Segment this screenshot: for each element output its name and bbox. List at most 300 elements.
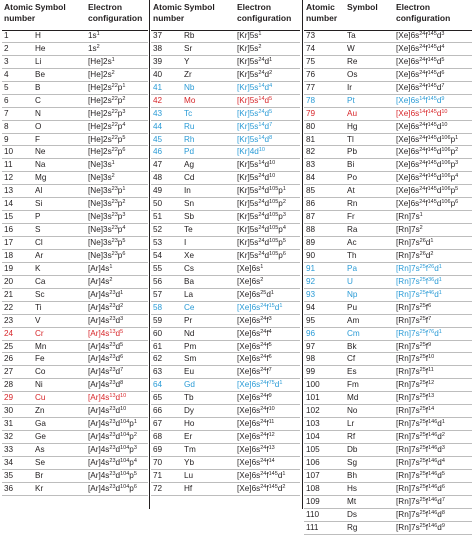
- symbol-cell: Sn: [184, 199, 195, 209]
- electron-configuration-cell: $[Rn]7s^{25}f^6$: [396, 302, 432, 312]
- table-row: [2, 483, 148, 496]
- atomic-number-cell: 73: [306, 31, 316, 40]
- atomic-number-cell: 105: [306, 445, 320, 454]
- symbol-cell: Bi: [347, 160, 355, 170]
- atomic-number-cell: 106: [306, 457, 320, 467]
- electron-configuration-cell: $[Xe]6s^{24}f^{10}$: [237, 406, 275, 416]
- atomic-number-cell: 78: [306, 95, 316, 105]
- symbol-cell: Pd: [184, 147, 195, 157]
- header-symbol: Symbol: [347, 2, 378, 12]
- electron-configuration-cell: $[Kr]5s^{24}d^{105}p^1$: [237, 186, 286, 196]
- table-row: [2, 30, 148, 43]
- table-row: [304, 237, 472, 250]
- atomic-number-cell: 52: [153, 225, 163, 235]
- table-row: [151, 121, 300, 134]
- symbol-cell: Cs: [184, 263, 195, 273]
- atomic-number-cell: 69: [153, 445, 163, 454]
- table-row: [2, 289, 148, 302]
- atomic-number-cell: 70: [153, 457, 163, 467]
- atomic-number-cell: 28: [4, 380, 14, 390]
- table-row: [2, 276, 148, 289]
- table-row: [151, 237, 300, 250]
- atomic-number-cell: 1: [4, 31, 9, 40]
- electron-configuration-cell: $[Xe]6s^{24}f^{145}d^{106}p^4$: [396, 173, 459, 183]
- table-rows: [2, 30, 148, 496]
- electron-configuration-cell: $[Rn]7s^{25}f^{146}d^3$: [396, 445, 445, 454]
- atomic-number-cell: 104: [306, 432, 320, 442]
- table-row: [151, 134, 300, 147]
- atomic-number-cell: 25: [4, 341, 14, 351]
- table-row: [304, 224, 472, 237]
- electron-configuration-cell: $[Xe]6s^{24}f^4$: [237, 328, 272, 338]
- atomic-number-cell: 9: [4, 134, 9, 144]
- symbol-cell: Sg: [347, 457, 358, 467]
- electron-configuration-cell: $[Xe]6s^{24}f^9$: [237, 393, 272, 403]
- table-row: [2, 198, 148, 211]
- table-row: [304, 263, 472, 276]
- atomic-number-cell: 107: [306, 470, 320, 480]
- electron-configuration-cell: $[Xe]6s^{24}f^7$: [237, 367, 272, 377]
- electron-configuration-cell: $[Kr]5s^{14}d^5$: [237, 95, 273, 105]
- symbol-cell: I: [184, 238, 187, 247]
- symbol-cell: U: [347, 276, 353, 286]
- electron-configuration-cell: $1s^2$: [88, 43, 100, 53]
- column-divider: [302, 0, 303, 509]
- symbol-cell: Xe: [184, 250, 195, 260]
- symbol-cell: Cm: [347, 328, 360, 338]
- atomic-number-cell: 15: [4, 212, 14, 222]
- atomic-number-cell: 47: [153, 160, 163, 170]
- electron-configuration-cell: $[He]2s^{22}p^5$: [88, 134, 126, 144]
- electron-configuration-cell: $[Rn]7s^{25}f^{11}$: [396, 367, 434, 377]
- electron-configuration-cell: $[Kr]5s^{24}d^{105}p^3$: [237, 212, 286, 222]
- table-row: [304, 315, 472, 328]
- table-row: [151, 341, 300, 354]
- table-row: [304, 392, 472, 405]
- symbol-cell: Ga: [35, 419, 46, 429]
- symbol-cell: Br: [35, 470, 44, 480]
- symbol-cell: Fe: [35, 354, 45, 364]
- header-electron-configuration: Electron configuration: [237, 2, 292, 23]
- electron-configuration-cell: $[Kr]5s^{14}d^4$: [237, 82, 273, 92]
- symbol-cell: Sb: [184, 212, 195, 222]
- symbol-cell: Ho: [184, 419, 195, 429]
- electron-configuration-cell: $[Xe]6s^{24}f^{145}d^3$: [396, 31, 445, 40]
- atomic-number-cell: 81: [306, 134, 316, 144]
- atomic-number-cell: 88: [306, 225, 316, 235]
- electron-configuration-cell: $[Ar]4s^{23}d^{104}p^4$: [88, 457, 137, 467]
- table-row: [151, 82, 300, 95]
- atomic-number-cell: 53: [153, 238, 163, 247]
- atomic-number-cell: 16: [4, 225, 14, 235]
- symbol-cell: Sc: [35, 289, 45, 299]
- symbol-cell: Mo: [184, 95, 196, 105]
- header-electron-configuration: Electron configuration: [88, 2, 143, 23]
- table-row: [2, 237, 148, 250]
- electron-configuration-cell: $[He]2s^{22}p^6$: [88, 147, 126, 157]
- electron-configuration-cell: $[He]2s^{22}p^3$: [88, 108, 126, 118]
- electron-configuration-cell: $[Ar]4s^{13}d^{10}$: [88, 393, 127, 403]
- symbol-cell: Au: [347, 108, 358, 118]
- table-row: [2, 379, 148, 392]
- table-row: [2, 121, 148, 134]
- symbol-cell: He: [35, 43, 46, 53]
- electron-configuration-cell: $[Ar]4s^{23}d^3$: [88, 315, 124, 325]
- atomic-number-cell: 42: [153, 95, 163, 105]
- symbol-cell: Si: [35, 199, 43, 209]
- electron-configuration-cell: $[Ar]4s^{23}d^{104}p^3$: [88, 445, 137, 454]
- symbol-cell: Te: [184, 225, 193, 235]
- atomic-number-cell: 96: [306, 328, 316, 338]
- electron-configuration-cell: $[Rn]7s^{25}f^{76}d^1$: [396, 328, 442, 338]
- atomic-number-cell: 76: [306, 69, 316, 79]
- symbol-cell: Ti: [35, 302, 42, 312]
- table-row: [304, 366, 472, 379]
- table-row: [151, 211, 300, 224]
- electron-configuration-cell: $[Rn]7s^{25}f^{146}d^5$: [396, 470, 445, 480]
- atomic-number-cell: 13: [4, 186, 14, 196]
- symbol-cell: Pa: [347, 263, 358, 273]
- table-row: [304, 444, 472, 457]
- table-column-1: [2, 0, 148, 509]
- symbol-cell: Lu: [184, 470, 194, 480]
- electron-configuration-cell: $[Rn]7s^{25}f^{146}d^4$: [396, 457, 445, 467]
- electron-configuration-cell: $[Rn]7s^{25}f^{46}d^1$: [396, 289, 442, 299]
- symbol-cell: Rf: [347, 432, 356, 442]
- symbol-cell: Co: [35, 367, 46, 377]
- table-row: [304, 172, 472, 185]
- atomic-number-cell: 92: [306, 276, 316, 286]
- atomic-number-cell: 22: [4, 302, 14, 312]
- electron-configuration-cell: $[Xe]6s^{24}f^{15}d^1$: [237, 302, 283, 312]
- atomic-number-cell: 6: [4, 95, 9, 105]
- column-divider: [149, 0, 150, 509]
- column-header: [2, 0, 148, 31]
- symbol-cell: Ru: [184, 121, 195, 131]
- atomic-number-cell: 84: [306, 173, 316, 183]
- electron-configuration-cell: $[Xe]6s^{14}f^{145}d^9$: [396, 95, 445, 105]
- table-row: [2, 418, 148, 431]
- electron-configuration-cell: $[Kr]5s^{24}d^{105}p^2$: [237, 199, 286, 209]
- electron-configuration-cell: $[Kr]4d^{10}$: [237, 147, 265, 157]
- table-row: [151, 43, 300, 56]
- symbol-cell: Sr: [184, 43, 193, 53]
- table-row: [151, 263, 300, 276]
- symbol-cell: Hg: [347, 121, 358, 131]
- table-row: [151, 198, 300, 211]
- atomic-number-cell: 18: [4, 250, 14, 260]
- symbol-cell: Rg: [347, 522, 358, 532]
- atomic-number-cell: 63: [153, 367, 163, 377]
- symbol-cell: P: [35, 212, 41, 222]
- electron-configuration-cell: $[Xe]6s^{24}f^{145}d^{106}p^2$: [396, 147, 459, 157]
- symbol-cell: Pt: [347, 95, 355, 105]
- atomic-number-cell: 37: [153, 31, 163, 40]
- electron-configuration-cell: $[Ar]4s^{13}d^5$: [88, 328, 124, 338]
- table-row: [151, 30, 300, 43]
- table-row: [151, 470, 300, 483]
- electron-configuration-cell: $[Rn]7s^2$: [396, 225, 423, 235]
- header-atomic-number: Atomic number: [4, 2, 36, 23]
- electron-configuration-cell: $[Ar]4s^{23}d^{104}p^2$: [88, 432, 137, 442]
- electron-configuration-cell: $[Ar]4s^{23}d^8$: [88, 380, 124, 390]
- electron-configuration-cell: $[Rn]7s^{25}f^{14}$: [396, 406, 435, 416]
- electron-configuration-cell: $[He]2s^{22}p^2$: [88, 95, 126, 105]
- table-row: [2, 328, 148, 341]
- atomic-number-cell: 48: [153, 173, 163, 183]
- symbol-cell: Hs: [347, 483, 358, 493]
- table-row: [2, 392, 148, 405]
- table-row: [304, 211, 472, 224]
- atomic-number-cell: 99: [306, 367, 316, 377]
- symbol-cell: V: [35, 315, 41, 325]
- symbol-cell: Md: [347, 393, 359, 403]
- symbol-cell: Ds: [347, 509, 358, 519]
- atomic-number-cell: 59: [153, 315, 163, 325]
- electron-configuration-cell: $[Ne]3s^2$: [88, 173, 115, 183]
- table-row: [2, 444, 148, 457]
- symbol-cell: F: [35, 134, 41, 144]
- atomic-number-cell: 55: [153, 263, 163, 273]
- atomic-number-cell: 30: [4, 406, 14, 416]
- table-row: [151, 444, 300, 457]
- atomic-number-cell: 44: [153, 121, 163, 131]
- table-row: [304, 250, 472, 263]
- atomic-number-cell: 82: [306, 147, 316, 157]
- electron-configuration-cell: $[Rn]7s^{25}f^7$: [396, 315, 432, 325]
- table-row: [304, 470, 472, 483]
- atomic-number-cell: 109: [306, 496, 320, 506]
- symbol-cell: Po: [347, 173, 358, 183]
- atomic-number-cell: 67: [153, 419, 163, 429]
- electron-configuration-cell: $[Rn]7s^{26}d^1$: [396, 238, 434, 247]
- header-atomic-number: Atomic number: [153, 2, 185, 23]
- table-row: [151, 250, 300, 263]
- atomic-number-cell: 54: [153, 250, 163, 260]
- symbol-cell: Th: [347, 250, 357, 260]
- symbol-cell: C: [35, 95, 41, 105]
- table-row: [151, 69, 300, 82]
- table-row: [304, 43, 472, 56]
- table-row: [304, 185, 472, 198]
- table-row: [304, 431, 472, 444]
- atomic-number-cell: 68: [153, 432, 163, 442]
- electron-configuration-cell: $[Xe]6s^{24}f^{145}d^1$: [237, 470, 286, 480]
- atomic-number-cell: 58: [153, 302, 163, 312]
- atomic-number-cell: 46: [153, 147, 163, 157]
- table-row: [304, 56, 472, 69]
- electron-configuration-cell: $[Xe]6s^{24}f^6$: [237, 354, 272, 364]
- atomic-number-cell: 32: [4, 432, 14, 442]
- atomic-number-cell: 51: [153, 212, 163, 222]
- table-row: [151, 56, 300, 69]
- atomic-number-cell: 4: [4, 69, 9, 79]
- table-row: [304, 159, 472, 172]
- table-row: [2, 108, 148, 121]
- atomic-number-cell: 19: [4, 263, 14, 273]
- electron-configuration-cell: $[Rn]7s^1$: [396, 212, 423, 222]
- electron-configuration-cell: $[Ne]3s^{23}p^1$: [88, 186, 126, 196]
- electron-configuration-cell: $[Xe]6s^{24}f^5$: [237, 341, 272, 351]
- electron-configuration-cell: $[Kr]5s^{14}d^{10}$: [237, 160, 276, 170]
- table-row: [2, 185, 148, 198]
- table-row: [304, 341, 472, 354]
- symbol-cell: Rh: [184, 134, 195, 144]
- symbol-cell: Zn: [35, 406, 45, 416]
- header-electron-configuration: Electron configuration: [396, 2, 451, 23]
- symbol-cell: Se: [35, 457, 46, 467]
- table-row: [2, 250, 148, 263]
- table-row: [2, 211, 148, 224]
- atomic-number-cell: 108: [306, 483, 320, 493]
- electron-configuration-cell: $[He]2s^{22}p^4$: [88, 121, 126, 131]
- symbol-cell: Ar: [35, 250, 44, 260]
- electron-configuration-cell: $[Kr]5s^2$: [237, 43, 262, 53]
- atomic-number-cell: 45: [153, 134, 163, 144]
- symbol-cell: Ra: [347, 225, 358, 235]
- atomic-number-cell: 2: [4, 43, 9, 53]
- symbol-cell: Yb: [184, 457, 195, 467]
- symbol-cell: Es: [347, 367, 357, 377]
- symbol-cell: Er: [184, 432, 193, 442]
- atomic-number-cell: 95: [306, 315, 316, 325]
- table-row: [304, 522, 472, 535]
- symbol-cell: Ir: [347, 82, 353, 92]
- symbol-cell: Ca: [35, 276, 46, 286]
- table-row: [304, 69, 472, 82]
- symbol-cell: Kr: [35, 483, 44, 493]
- atomic-number-cell: 62: [153, 354, 163, 364]
- symbol-cell: Fm: [347, 380, 359, 390]
- electron-configuration-cell: $[Ar]4s^{23}d^{104}p^5$: [88, 470, 137, 480]
- table-row: [151, 224, 300, 237]
- electron-configuration-cell: $[Xe]6s^{24}f^{145}d^6$: [396, 69, 445, 79]
- symbol-cell: Ta: [347, 31, 356, 40]
- table-row: [2, 315, 148, 328]
- electron-configuration-cell: $[Xe]6s^{24}f^{145}d^4$: [396, 43, 445, 53]
- symbol-cell: Zr: [184, 69, 192, 79]
- table-row: [2, 224, 148, 237]
- table-row: [304, 418, 472, 431]
- electron-configuration-cell: $[Ar]4s^{23}d^{104}p^6$: [88, 483, 137, 493]
- atomic-number-cell: 12: [4, 173, 14, 183]
- atomic-number-cell: 31: [4, 419, 14, 429]
- table-row: [151, 328, 300, 341]
- atomic-number-cell: 98: [306, 354, 316, 364]
- symbol-cell: Mg: [35, 173, 47, 183]
- atomic-number-cell: 75: [306, 56, 316, 66]
- table-row: [2, 172, 148, 185]
- electron-configuration-cell: $[Rn]7s^{25}f^{146}d^7$: [396, 496, 445, 506]
- electron-configuration-cell: $[Xe]6s^{24}f^{14}$: [237, 457, 275, 467]
- electron-configuration-cell: $[Ar]4s^2$: [88, 276, 113, 286]
- electron-configuration-cell: $[Xe]6s^{24}f^3$: [237, 315, 272, 325]
- table-row: [151, 108, 300, 121]
- table-row: [2, 405, 148, 418]
- table-row: [2, 302, 148, 315]
- electron-configuration-cell: $[Ar]4s^{23}d^2$: [88, 302, 124, 312]
- atomic-number-cell: 61: [153, 341, 163, 351]
- table-row: [304, 405, 472, 418]
- symbol-cell: Dy: [184, 406, 195, 416]
- atomic-number-cell: 56: [153, 276, 163, 286]
- electron-configuration-cell: $[Xe]6s^{24}f^{11}$: [237, 419, 275, 429]
- symbol-cell: Pm: [184, 341, 197, 351]
- electron-configuration-cell: $[Kr]5s^{24}d^5$: [237, 108, 273, 118]
- table-row: [304, 134, 472, 147]
- atomic-number-cell: 97: [306, 341, 316, 351]
- atomic-number-cell: 65: [153, 393, 163, 403]
- atomic-number-cell: 86: [306, 199, 316, 209]
- electron-configuration-cell: $[Ne]3s^{23}p^5$: [88, 238, 126, 247]
- column-header: [304, 0, 472, 31]
- electron-configuration-cell: $[Xe]6s^{24}f^{145}d^{106}p^6$: [396, 199, 459, 209]
- symbol-cell: Tc: [184, 108, 193, 118]
- electron-configuration-cell: $[Ne]3s^{23}p^2$: [88, 199, 126, 209]
- electron-configuration-cell: $[He]2s^{22}p^1$: [88, 82, 126, 92]
- table-row: [304, 483, 472, 496]
- table-row: [151, 392, 300, 405]
- electron-configuration-cell: $[Rn]7s^{25}f^{146}d^2$: [396, 432, 445, 442]
- header-symbol: Symbol: [35, 2, 66, 12]
- atomic-number-cell: 87: [306, 212, 316, 222]
- atomic-number-cell: 83: [306, 160, 316, 170]
- atomic-number-cell: 94: [306, 302, 316, 312]
- atomic-number-cell: 111: [306, 522, 319, 532]
- symbol-cell: Ne: [35, 147, 46, 157]
- symbol-cell: Rb: [184, 31, 195, 40]
- electron-configuration-cell: $[Xe]6s^{24}f^{145}d^{10}$: [396, 121, 448, 131]
- atomic-number-cell: 38: [153, 43, 163, 53]
- electron-configuration-cell: $[Kr]5s^{24}d^1$: [237, 56, 273, 66]
- symbol-cell: Lr: [347, 419, 355, 429]
- atomic-number-cell: 14: [4, 199, 14, 209]
- electron-configuration-cell: $[Xe]6s^{24}f^{145}d^{106}p^5$: [396, 186, 459, 196]
- atomic-number-cell: 29: [4, 393, 14, 403]
- table-row: [2, 353, 148, 366]
- electron-configuration-cell: $[Rn]7s^{25}f^{36}d^1$: [396, 276, 442, 286]
- symbol-cell: Be: [35, 69, 46, 79]
- atomic-number-cell: 43: [153, 108, 163, 118]
- table-row: [304, 30, 472, 43]
- table-row: [304, 509, 472, 522]
- table-row: [151, 483, 300, 496]
- electron-configuration-cell: $[Xe]6s^{14}f^{145}d^{10}$: [396, 108, 448, 118]
- symbol-cell: Ba: [184, 276, 195, 286]
- atomic-number-cell: 27: [4, 367, 14, 377]
- atomic-number-cell: 3: [4, 56, 9, 66]
- table-row: [151, 276, 300, 289]
- electron-configuration-cell: $[Xe]6s^{24}f^{145}d^2$: [237, 483, 286, 493]
- table-row: [304, 289, 472, 302]
- symbol-cell: Cf: [347, 354, 356, 364]
- symbol-cell: Rn: [347, 199, 358, 209]
- symbol-cell: S: [35, 225, 41, 235]
- symbol-cell: Db: [347, 445, 358, 454]
- atomic-number-cell: 80: [306, 121, 316, 131]
- electron-configuration-cell: $[Rn]7s^{25}f^{146}d^9$: [396, 522, 445, 532]
- table-row: [151, 289, 300, 302]
- electron-configuration-cell: $[Xe]6s^{24}f^{13}$: [237, 445, 275, 454]
- table-row: [304, 457, 472, 470]
- table-row: [304, 496, 472, 509]
- electron-configuration-cell: $[Rn]7s^{25}f^{146}d^1$: [396, 419, 445, 429]
- symbol-cell: Na: [35, 160, 46, 170]
- table-row: [2, 341, 148, 354]
- atomic-number-cell: 85: [306, 186, 316, 196]
- atomic-number-cell: 10: [4, 147, 14, 157]
- symbol-cell: Sm: [184, 354, 197, 364]
